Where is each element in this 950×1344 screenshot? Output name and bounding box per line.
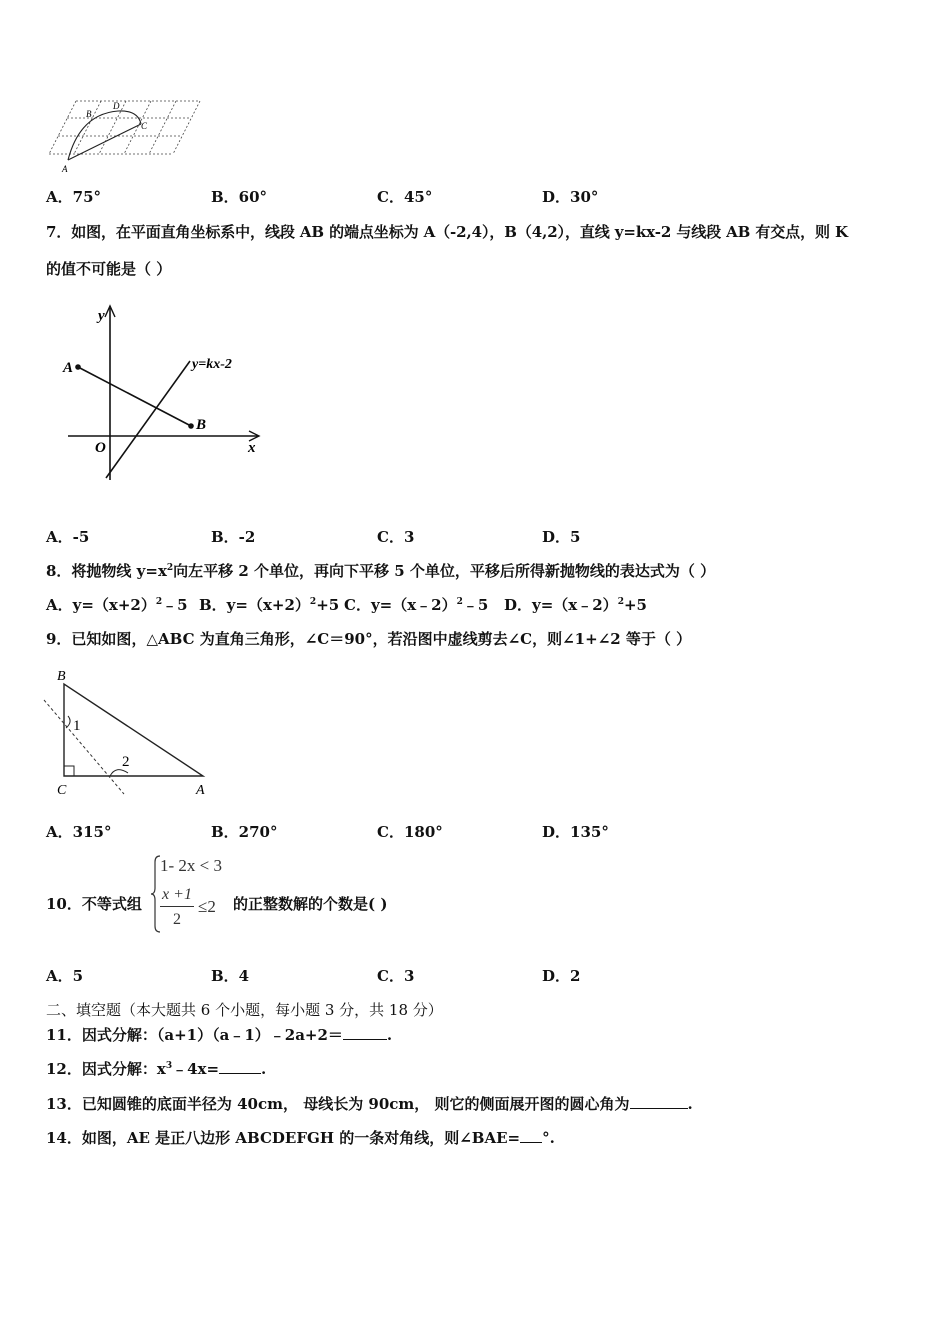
label-angle-2: 2 [122, 754, 130, 770]
q14-answer-blank[interactable] [520, 1128, 542, 1143]
q11-answer-blank[interactable] [343, 1025, 387, 1040]
q8-option-b[interactable] [199, 594, 339, 615]
label-line: y=kx-2 [192, 357, 232, 372]
label-a: A [62, 164, 68, 174]
q14-text: 14．如图，AE 是正八边形 ABCDEFGH 的一条对角线，则∠BAE= [46, 1129, 521, 1147]
q7-option-c[interactable]: C．3 [377, 528, 415, 546]
q8-stem-sup: 2 [166, 563, 174, 573]
label-c: C [57, 783, 67, 798]
q10-option-a[interactable]: A．5 [46, 967, 84, 985]
label-a: A [63, 360, 74, 376]
q6-option-d[interactable]: D．30° [542, 188, 599, 206]
q7-coordinate-figure [58, 300, 268, 485]
q9-option-b[interactable]: B．270° [211, 823, 278, 841]
q14-post: °. [542, 1129, 555, 1147]
q10-stem-post: 的正整数解的个数是( ) [233, 895, 388, 913]
q13 [46, 1093, 693, 1114]
q8-d-sup: 2 [617, 597, 624, 607]
q8-b-pre: B．y=（x+2） [199, 596, 310, 614]
q7-stem-line1: 7．如图，在平面直角坐标系中，线段 AB 的端点坐标为 A（-2,4），B（4,2），直线 y=kx-2 与线段 AB 有交点，则 K [46, 223, 848, 241]
q12-answer-blank[interactable] [219, 1059, 261, 1074]
grid-line [49, 101, 76, 154]
q6-option-b[interactable]: B．60° [211, 188, 268, 206]
q8-d-pre: D．y=（x﹣2） [504, 596, 618, 614]
triangle-abc [64, 684, 203, 776]
q12 [46, 1058, 266, 1079]
q13-post: . [687, 1095, 693, 1113]
label-a: A [196, 783, 205, 798]
q11-post: . [386, 1026, 393, 1044]
right-angle-mark [64, 766, 74, 776]
q9-stem: 9．已知如图，△ABC 为直角三角形，∠C＝90°，若沿图中虚线剪去∠C，则∠1+∠2 等于（ ） [46, 630, 692, 648]
q10-ineq2-rel: ≤2 [198, 897, 216, 916]
q12-sup: 3 [165, 1061, 173, 1071]
label-c: C [141, 121, 148, 131]
section2-title: 二、填空题（本大题共 6 个小题，每小题 3 分，共 18 分） [46, 1001, 443, 1019]
grid-line [173, 101, 200, 154]
q8-stem [46, 560, 715, 581]
q8-b-sup: 2 [309, 597, 317, 607]
q12-pre: 12．因式分解：x [46, 1060, 166, 1078]
q10-frac-den: 2 [173, 911, 181, 928]
segment-ab [78, 367, 191, 426]
chord-ac [68, 124, 141, 160]
label-angle-1: 1 [73, 718, 81, 734]
grid-line [149, 101, 176, 154]
q10-option-c[interactable]: C．3 [377, 967, 415, 985]
q8-a-post: ﹣5 [162, 596, 188, 614]
q8-a-sup: 2 [155, 597, 163, 607]
q8-d-post: +5 [623, 596, 647, 614]
q8-c-sup: 2 [456, 597, 463, 607]
q14 [46, 1127, 555, 1148]
q8-option-c[interactable] [344, 594, 488, 615]
q9-triangle-figure [40, 662, 220, 802]
q9-option-c[interactable]: C．180° [377, 823, 443, 841]
q6-option-a[interactable]: A．75° [46, 188, 102, 206]
q8-option-a[interactable] [46, 594, 188, 615]
q11 [46, 1024, 392, 1045]
label-x: x [248, 440, 256, 456]
q7-option-d[interactable]: D．5 [542, 528, 581, 546]
q8-stem-post: 向左平移 2 个单位，再向下平移 5 个单位，平移后所得新抛物线的表达式为（ ） [173, 562, 716, 580]
q10-frac-num: x +1 [160, 886, 194, 907]
q10-ineq1-text: 1- 2x < 3 [160, 856, 222, 875]
angle2-arc [110, 770, 128, 776]
q8-a-pre: A．y=（x+2） [46, 596, 156, 614]
q6-grid-figure [40, 96, 205, 174]
q11-text: 11．因式分解：（a+1）（a﹣1）﹣2a+2＝ [46, 1026, 343, 1044]
point-a [75, 364, 81, 370]
q7-option-b[interactable]: B．-2 [211, 528, 256, 546]
label-b: B [196, 417, 207, 433]
q10-option-b[interactable]: B．4 [211, 967, 250, 985]
q9-option-d[interactable]: D．135° [542, 823, 609, 841]
label-y: y [98, 308, 105, 324]
q10-inequality-1 [160, 856, 222, 876]
cut-line [44, 700, 124, 794]
label-o: O [95, 440, 106, 456]
label-b: B [57, 669, 66, 684]
label-b: B [86, 109, 92, 119]
q8-option-d[interactable] [504, 594, 647, 615]
q12-post: . [261, 1060, 267, 1078]
q9-option-a[interactable]: A．315° [46, 823, 112, 841]
q13-text: 13．已知圆锥的底面半径为 40cm， 母线长为 90cm， 则它的侧面展开图的圆心角为 [46, 1095, 630, 1113]
q6-option-c[interactable]: C．45° [377, 188, 433, 206]
q8-c-post: ﹣5 [462, 596, 489, 614]
q10-fraction [160, 886, 194, 929]
q8-c-pre: C．y=（x﹣2） [344, 596, 457, 614]
q8-stem-pre: 8．将抛物线 y=x [46, 562, 167, 580]
q8-b-post: +5 [316, 596, 340, 614]
q13-answer-blank[interactable] [630, 1094, 688, 1109]
q7-option-a[interactable]: A．-5 [46, 528, 90, 546]
q12-mid: ﹣4x= [172, 1060, 220, 1078]
q10-stem-pre: 10．不等式组 [46, 895, 142, 913]
q7-stem-line2: 的值不可能是（ ） [46, 260, 172, 278]
label-d: D [113, 101, 120, 111]
point-b [188, 423, 194, 429]
q10-option-d[interactable]: D．2 [542, 967, 581, 985]
